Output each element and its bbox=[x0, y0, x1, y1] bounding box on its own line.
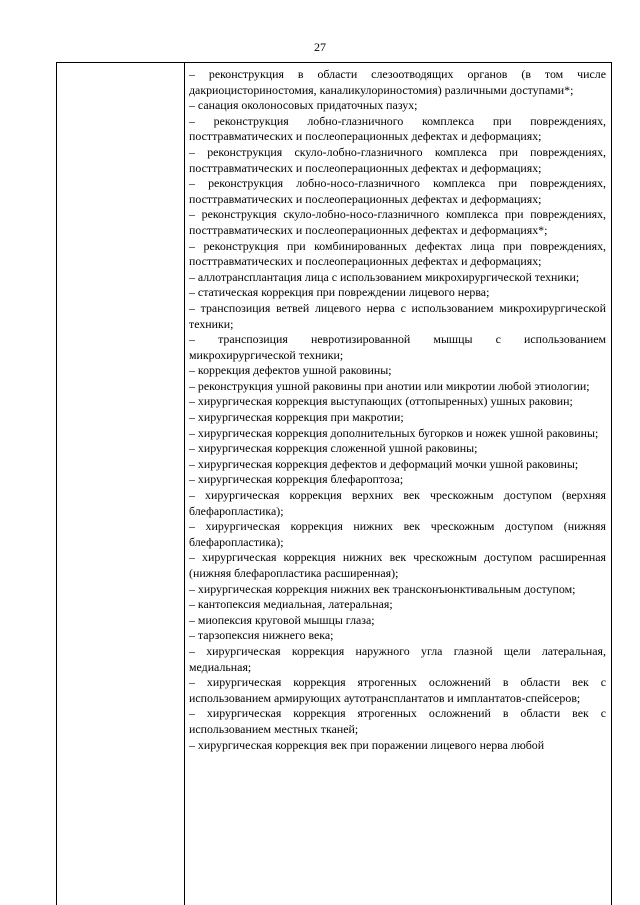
list-item: – хирургическая коррекция наружного угла глазной щели латеральная, медиальная; bbox=[189, 643, 606, 674]
list-item: – тарзопексия нижнего века; bbox=[189, 628, 334, 643]
list-item: – хирургическая коррекция дефектов и деформаций мочки ушной раковины; bbox=[189, 456, 579, 471]
page-number: 27 bbox=[314, 40, 326, 54]
list-item: – реконструкция в области слезоотводящих органов (в том числе дакриоцисториностомия, каналикулориностомия) различными доступами*; bbox=[189, 67, 606, 97]
list-item: – хирургическая коррекция сложенной ушной раковины; bbox=[189, 441, 478, 456]
procedures-table bbox=[56, 62, 612, 905]
list-item: – хирургическая коррекция ятрогенных осложнений в области век с использованием местных тканей; bbox=[189, 706, 606, 736]
list-item: – транспозиция невротизированной мышцы с использованием микрохирургической техники; bbox=[189, 332, 606, 362]
list-item: – коррекция дефектов ушной раковины; bbox=[189, 363, 392, 378]
procedures-list bbox=[189, 67, 606, 753]
list-item: – реконструкция лобно-глазничного комплекса при повреждениях, посттравматических и послеоперационных дефектах и деформациях; bbox=[189, 113, 606, 144]
list-item: – хирургическая коррекция выступающих (оттопыренных) ушных раковин; bbox=[189, 394, 573, 409]
list-item: – хирургическая коррекция нижних век трансконъюнктивальным доступом; bbox=[189, 581, 576, 596]
list-item: – реконструкция при комбинированных дефектах лица при повреждениях, посттравматических и послеоперационных дефектах и деформациях; bbox=[189, 238, 606, 269]
list-item: – аллотрансплантация лица с использованием микрохирургической техники; bbox=[189, 269, 580, 284]
list-item: – реконструкция лобно-носо-глазничного комплекса при повреждениях, посттравматических и послеоперационных дефектах и деформациях; bbox=[189, 176, 606, 206]
list-item: – реконструкция скуло-лобно-носо-глазничного комплекса при повреждениях, посттравматических и послеоперационных дефектах и деформациях*; bbox=[189, 207, 606, 237]
list-item: – хирургическая коррекция ятрогенных осложнений в области век с использованием армирующих аутотрансплантатов и имплантатов-спейсеров; bbox=[189, 675, 606, 705]
list-item: – хирургическая коррекция при макротии; bbox=[189, 410, 404, 425]
list-item: – транспозиция ветвей лицевого нерва с использованием микрохирургической техники; bbox=[189, 300, 606, 331]
list-item: – миопексия круговой мышцы глаза; bbox=[189, 612, 375, 627]
list-item: – санация околоносовых придаточных пазух; bbox=[189, 98, 418, 113]
list-item: – реконструкция ушной раковины при анотии или микротии любой этиологии; bbox=[189, 378, 590, 393]
list-item: – реконструкция скуло-лобно-глазничного комплекса при повреждениях, посттравматических и послеоперационных дефектах и деформациях; bbox=[189, 144, 606, 175]
list-item: – хирургическая коррекция нижних век чрескожным доступом (нижняя блефаропластика); bbox=[189, 519, 606, 549]
list-item: – кантопексия медиальная, латеральная; bbox=[189, 597, 393, 612]
list-item: – хирургическая коррекция дополнительных бугорков и ножек ушной раковины; bbox=[189, 425, 599, 440]
list-item: – хирургическая коррекция верхних век чрескожным доступом (верхняя блефаропластика); bbox=[189, 488, 606, 518]
list-item: – статическая коррекция при повреждении лицевого нерва; bbox=[189, 285, 490, 300]
list-item: – хирургическая коррекция век при поражении лицевого нерва любой bbox=[189, 737, 545, 752]
list-item: – хирургическая коррекция нижних век чрескожным доступом расширенная (нижняя блефаропластика расширенная); bbox=[189, 550, 606, 580]
list-item: – хирургическая коррекция блефароптоза; bbox=[189, 472, 404, 487]
column-divider bbox=[184, 63, 185, 905]
